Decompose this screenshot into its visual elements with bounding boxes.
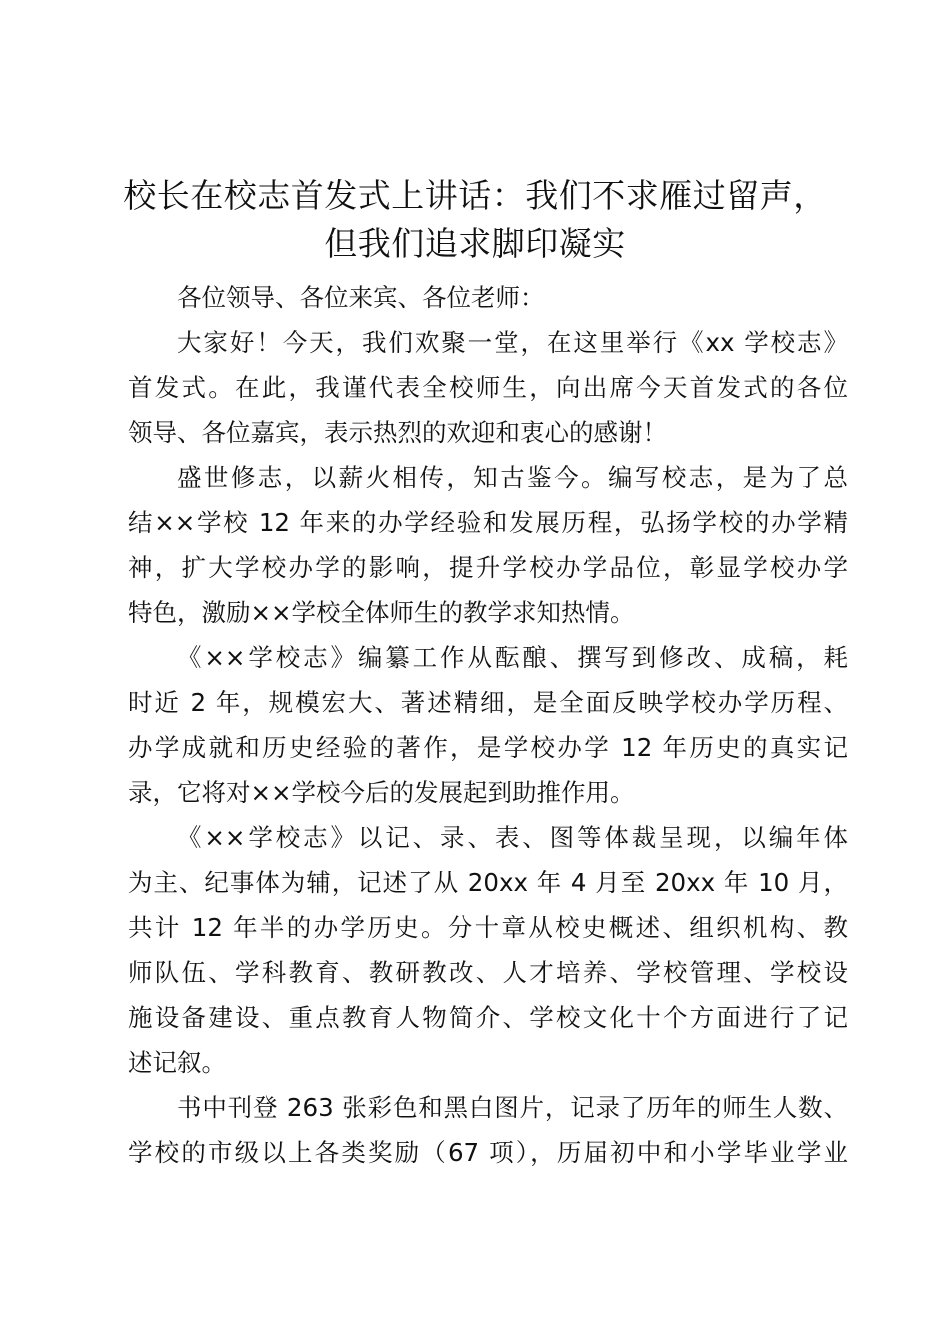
paragraph-line: 共计 12 年半的办学历史。分十章从校史概述、组织机构、教 (128, 913, 848, 942)
paragraph-line: 为主、纪事体为辅，记述了从 20xx 年 4 月至 20xx 年 10 月， (128, 868, 848, 897)
paragraph-line: 时近 2 年，规模宏大、著述精细，是全面反映学校办学历程、 (128, 688, 848, 717)
document-title-line-1: 校长在校志首发式上讲话：我们不求雁过留声， (123, 176, 827, 215)
paragraph-line: 神，扩大学校办学的影响，提升学校办学品位，彰显学校办学 (128, 553, 848, 582)
paragraph-line: 盛世修志，以薪火相传，知古鉴今。编写校志，是为了总 (177, 463, 848, 492)
paragraph-line: 书中刊登 263 张彩色和黑白图片，记录了历年的师生人数、 (177, 1093, 848, 1122)
document-title-line-2: 但我们追求脚印凝实 (324, 224, 626, 263)
paragraph-line: 首发式。在此，我谨代表全校师生，向出席今天首发式的各位 (128, 373, 848, 402)
paragraph-line: 结××学校 12 年来的办学经验和发展历程，弘扬学校的办学精 (128, 508, 848, 537)
paragraph-line: 录，它将对××学校今后的发展起到助推作用。 (128, 778, 635, 807)
paragraph-line: 师队伍、学科教育、教研教改、人才培养、学校管理、学校设 (128, 958, 848, 987)
salutation-line: 各位领导、各位来宾、各位老师： (177, 283, 545, 312)
paragraph-line: 领导、各位嘉宾，表示热烈的欢迎和衷心的感谢！ (128, 418, 667, 447)
paragraph-line: 《××学校志》以记、录、表、图等体裁呈现，以编年体 (177, 823, 848, 852)
paragraph-line: 施设备建设、重点教育人物简介、学校文化十个方面进行了记 (128, 1003, 848, 1032)
paragraph-line: 学校的市级以上各类奖励（67 项），历届初中和小学毕业学业 (128, 1138, 848, 1167)
paragraph-line: 办学成就和历史经验的著作，是学校办学 12 年历史的真实记 (128, 733, 848, 762)
paragraph-line: 述记叙。 (128, 1048, 226, 1077)
paragraph-line: 《××学校志》编纂工作从酝酿、撰写到修改、成稿，耗 (177, 643, 848, 672)
paragraph-line: 大家好！今天，我们欢聚一堂，在这里举行《xx 学校志》 (177, 328, 848, 357)
paragraph-line: 特色，激励××学校全体师生的教学求知热情。 (128, 598, 635, 627)
